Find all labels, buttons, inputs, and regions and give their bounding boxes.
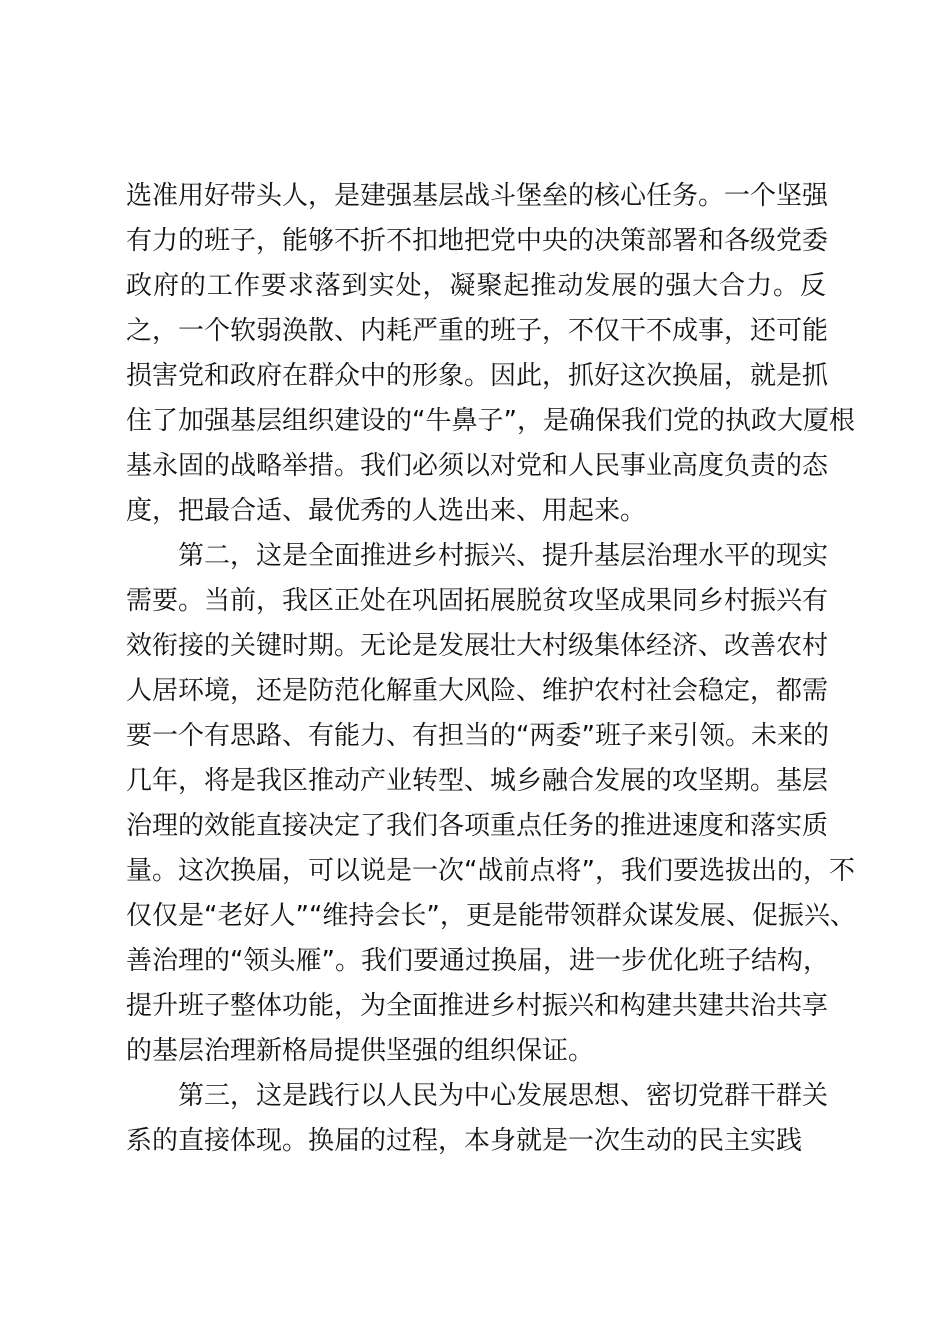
paragraph-line: 人居环境，还是防范化解重大风险、维护农村社会稳定，都需 [126,676,829,706]
paragraph-line: 要一个有思路、有能力、有担当的“两委”班子来引领。未来的 [126,721,829,751]
paragraph-line: 的基层治理新格局提供坚强的组织保证。 [126,1036,595,1066]
paragraph-line: 需要。当前，我区正处在巩固拓展脱贫攻坚成果同乡村振兴有 [126,586,829,616]
paragraph-line: 之，一个软弱涣散、内耗严重的班子，不仅干不成事，还可能 [126,316,829,346]
paragraph-line: 损害党和政府在群众中的形象。因此，抓好这次换届，就是抓 [126,361,829,391]
paragraph-line: 政府的工作要求落到实处，凝聚起推动发展的强大合力。反 [126,271,826,301]
document-body [126,174,856,1164]
paragraph-line: 基永固的战略举措。我们必须以对党和人民事业高度负责的态 [126,451,829,481]
paragraph-line: 治理的效能直接决定了我们各项重点任务的推进速度和落实质 [126,811,829,841]
paragraph-line: 系的直接体现。换届的过程，本身就是一次生动的民主实践 [126,1126,803,1156]
paragraph-line: 善治理的“领头雁”。我们要通过换届，进一步优化班子结构， [126,946,829,976]
paragraph-line: 度，把最合适、最优秀的人选出来、用起来。 [126,496,647,526]
paragraph-line: 选准用好带头人，是建强基层战斗堡垒的核心任务。一个坚强 [126,181,829,211]
paragraph-line: 提升班子整体功能，为全面推进乡村振兴和构建共建共治共享 [126,991,829,1021]
paragraph-line: 第三，这是践行以人民为中心发展思想、密切党群干群关 [178,1081,829,1111]
paragraph-line: 量。这次换届，可以说是一次“战前点将”，我们要选拔出的，不 [126,856,855,886]
paragraph-line: 有力的班子，能够不折不扣地把党中央的决策部署和各级党委 [126,226,829,256]
paragraph-line: 第二，这是全面推进乡村振兴、提升基层治理水平的现实 [178,541,829,571]
paragraph-line: 仅仅是“老好人”“维持会长”，更是能带领群众谋发展、促振兴、 [126,901,856,931]
paragraph-line: 住了加强基层组织建设的“牛鼻子”，是确保我们党的执政大厦根 [126,406,855,436]
paragraph-line: 效衔接的关键时期。无论是发展壮大村级集体经济、改善农村 [126,631,829,661]
paragraph-line: 几年，将是我区推动产业转型、城乡融合发展的攻坚期。基层 [126,766,829,796]
